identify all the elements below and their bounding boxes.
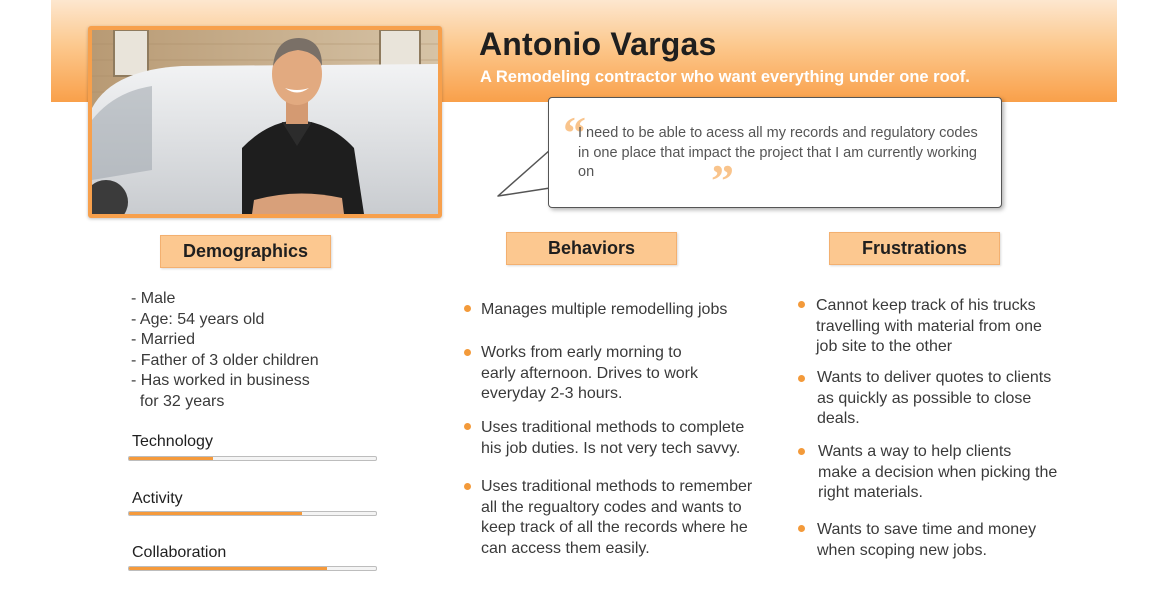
bullet-icon [464,423,471,430]
demographics-line: - Age: 54 years old [131,310,265,328]
persona-name: Antonio Vargas [479,26,717,62]
activity-meter [128,511,377,516]
collaboration-label: Collaboration [132,544,227,561]
frustration-item: Wants to deliver quotes to clients as quickly as possible to close deals. [817,369,1052,427]
activity-label: Activity [132,490,183,507]
demographics-heading: Demographics [160,235,331,268]
behaviors-heading: Behaviors [506,232,677,265]
open-quote-icon: “ [563,107,586,158]
demographics-line: - Male [131,290,176,307]
persona-quote: I need to be able to acess all my records and regulatory codes in one place that impact the project that I am currently working on [578,125,978,180]
persona-tagline: A Remodeling contractor who want everything under one roof. [480,68,970,86]
close-quote-icon: ” [711,155,734,206]
bullet-icon [798,375,805,382]
frustration-item: Cannot keep track of his trucks travelling with material from one job site to the other [816,297,1042,355]
behavior-item: Uses traditional methods to remember all the regualtory codes and wants to keep track of all the records where he can access them easily. [481,478,753,557]
demographics-list [131,289,319,412]
technology-label: Technology [132,433,213,450]
activity-meter-fill [129,512,302,515]
demographics-line: - Married [131,331,196,348]
bullet-icon [798,301,805,308]
collaboration-meter-fill [129,567,327,570]
behavior-item: Manages multiple remodelling jobs [481,301,728,318]
bullet-icon [798,525,805,532]
frustration-item: Wants to save time and money when scoping new jobs. [817,521,1037,559]
bullet-icon [464,483,471,490]
persona-photo-illustration [92,30,438,214]
behavior-item: Works from early morning to early afternoon. Drives to work everyday 2-3 hours. [481,344,698,402]
persona-photo [92,30,438,214]
persona-photo-frame [88,26,442,218]
demographics-line: - Has worked in business [131,372,310,389]
bullet-icon [798,448,805,455]
technology-meter-fill [129,457,213,460]
demographics-line: for 32 years [131,392,225,410]
bullet-icon [464,305,471,312]
speech-bubble-tail [494,148,556,202]
behavior-item: Uses traditional methods to complete his job duties. Is not very tech savvy. [481,419,745,457]
technology-meter [128,456,377,461]
bullet-icon [464,349,471,356]
demographics-line: - Father of 3 older children [131,351,319,369]
frustrations-heading: Frustrations [829,232,1000,265]
frustration-item: Wants a way to help clients make a decision when picking the right materials. [818,443,1058,501]
collaboration-meter [128,566,377,571]
